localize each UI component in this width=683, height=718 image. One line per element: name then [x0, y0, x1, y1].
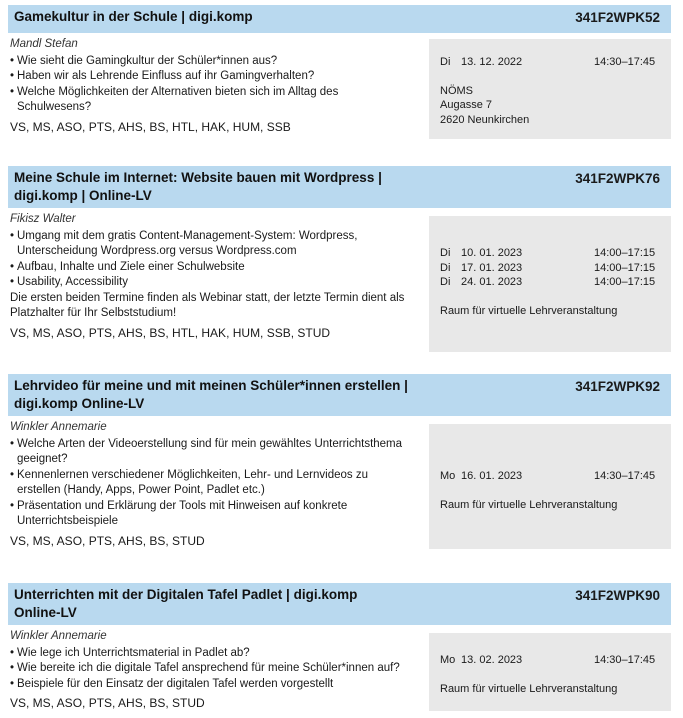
course-description [10, 37, 420, 135]
teacher-name: Winkler Annemarie [10, 421, 107, 433]
bullet-item: • Wie sieht die Gamingkultur der Schüler*innen aus? [10, 54, 420, 70]
weekday: Di [440, 247, 451, 259]
course-block [8, 583, 671, 710]
course-block [8, 5, 671, 134]
course-title: Gamekultur in der Schule | digi.komp [14, 9, 253, 24]
schedule-box [429, 424, 671, 549]
bullet-item: • Präsentation und Erklärung der Tools mit Hinweisen auf konkrete Unterrichtsbeispiele [10, 499, 397, 530]
date: 10. 01. 2023 [461, 247, 523, 259]
location-line: Raum für virtuelle Lehrveranstaltung [440, 498, 618, 511]
schedule-box [429, 216, 671, 352]
course-description [10, 212, 420, 341]
bullet-item: • Welche Möglichkeiten der Alternativen bieten sich im Alltag des Schulwesens? [10, 85, 377, 116]
school-types: VS, MS, ASO, PTS, AHS, BS, HTL, HAK, HUM, SSB [10, 119, 291, 134]
bullet-item: • Wie bereite ich die digitale Tafel ansprechend für meine Schüler*innen auf? [10, 661, 437, 677]
school-types: VS, MS, ASO, PTS, AHS, BS, STUD [10, 533, 205, 548]
date-row [440, 261, 671, 276]
weekday: Di [440, 261, 451, 274]
course-title: Unterrichten mit der Digitalen Tafel Padlet | digi.komp Online-LV [14, 587, 358, 620]
course-code: 341F2WPK76 [575, 171, 660, 186]
date: 13. 12. 2022 [461, 56, 523, 68]
course-block [8, 374, 671, 548]
date: 24. 01. 2023 [461, 276, 523, 288]
date-row [440, 653, 671, 668]
course-code: 341F2WPK90 [575, 588, 660, 603]
course-title: Meine Schule im Internet: Website bauen mit Wordpress | digi.komp | Online-LV [14, 170, 382, 203]
time: 14:00–17:15 [594, 247, 656, 259]
school-types: VS, MS, ASO, PTS, AHS, BS, HTL, HAK, HUM, SSB, STUD [10, 325, 331, 340]
course-header [8, 583, 671, 625]
course-header [8, 5, 671, 33]
location-line: NÖMS [440, 84, 473, 97]
weekday: Mo [440, 654, 456, 666]
course-description [10, 420, 420, 549]
course-block [8, 166, 671, 340]
course-description [10, 629, 420, 712]
teacher-name: Fikisz Walter [10, 213, 76, 225]
course-note: Die ersten beiden Termine finden als Webinar statt, der letzte Termin dient als Platzhalter für Ihr Selbststudium! [10, 291, 405, 319]
course-code: 341F2WPK92 [575, 379, 660, 394]
weekday: Mo [440, 470, 456, 482]
location-line: Raum für virtuelle Lehrveranstaltung [440, 682, 618, 695]
bullet-item: • Kennenlernen verschiedener Möglichkeiten, Lehr- und Lernvideos zu erstellen (Handy, Apps, Power Point, Padlet etc.) [10, 468, 377, 499]
bullet-item: • Haben wir als Lehrende Einfluss auf ihr Gamingverhalten? [10, 69, 420, 85]
date-row [440, 275, 671, 290]
bullet-item: • Umgang mit dem gratis Content-Management-System: Wordpress, Unterscheidung Wordpress.org versus Wordpress.com [10, 229, 387, 260]
schedule-box [429, 633, 671, 711]
time: 14:30–17:45 [594, 654, 656, 666]
time: 14:00–17:15 [594, 261, 656, 274]
bullet-item: • Aufbau, Inhalte und Ziele einer Schulwebsite [10, 260, 420, 276]
date-row [440, 246, 671, 261]
bullet-item: • Welche Arten der Videoerstellung sind für mein gewähltes Unterrichtsthema geeignet? [10, 437, 420, 468]
school-types: VS, MS, ASO, PTS, AHS, BS, STUD [10, 696, 205, 710]
time: 14:30–17:45 [594, 470, 656, 482]
course-code: 341F2WPK52 [575, 10, 660, 25]
date-row [440, 469, 671, 484]
teacher-name: Mandl Stefan [10, 38, 78, 50]
time: 14:00–17:15 [594, 276, 656, 288]
date: 13. 02. 2023 [461, 654, 523, 666]
weekday: Di [440, 276, 451, 288]
bullet-item: • Usability, Accessibility [10, 275, 420, 291]
teacher-name: Winkler Annemarie [10, 630, 107, 642]
location-line: Augasse 7 [440, 99, 492, 111]
course-header [8, 166, 671, 208]
course-header [8, 374, 671, 416]
location-line: 2620 Neunkirchen [440, 113, 530, 126]
course-title: Lehrvideo für meine und mit meinen Schüler*innen erstellen | digi.komp Online-LV [14, 378, 408, 411]
bullet-item: • Wie lege ich Unterrichtsmaterial in Padlet ab? [10, 646, 420, 662]
date: 16. 01. 2023 [461, 470, 523, 482]
bullet-item: • Beispiele für den Einsatz der digitalen Tafel werden vorgestellt [10, 677, 420, 693]
location-line: Raum für virtuelle Lehrveranstaltung [440, 304, 618, 317]
date: 17. 01. 2023 [461, 261, 523, 274]
date-row [440, 55, 671, 70]
time: 14:30–17:45 [594, 56, 656, 68]
schedule-box [429, 39, 671, 139]
weekday: Di [440, 56, 451, 68]
